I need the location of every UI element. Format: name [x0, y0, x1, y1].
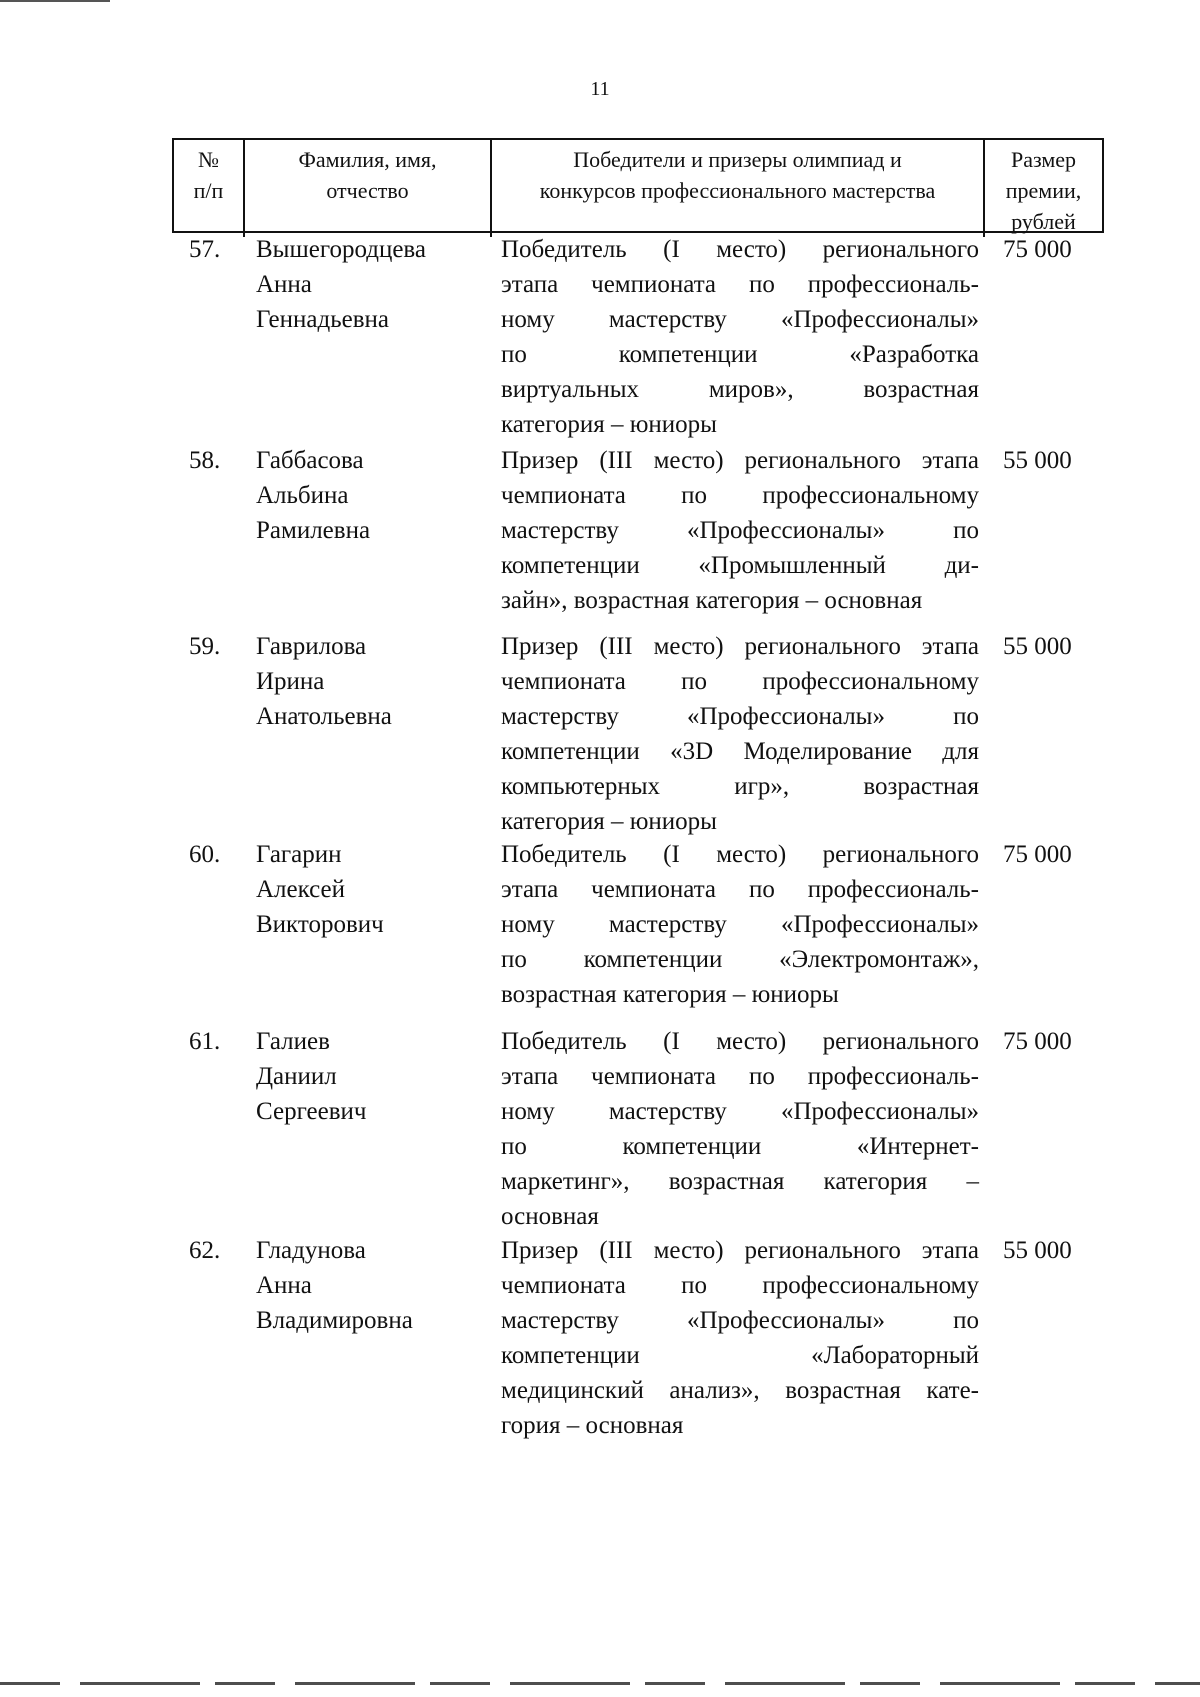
name-line: Владимировна — [256, 1307, 413, 1334]
description-line: маркетинг», возрастная категория – — [501, 1168, 979, 1195]
description-line: Призер (III место) регионального этапа — [501, 633, 979, 660]
header-prize-column — [985, 140, 1102, 237]
header-description-line: конкурсов профессионального мастерства — [539, 178, 936, 203]
description-line: компетенции «Промышленный ди- — [501, 552, 979, 579]
description-line: чемпионата по профессиональному — [501, 1272, 979, 1299]
row-number: 60. — [189, 841, 221, 868]
person-name — [256, 629, 476, 734]
description-line: чемпионата по профессиональному — [501, 482, 979, 509]
name-line: Галиев — [256, 1028, 330, 1055]
description-line: Победитель (I место) регионального — [501, 236, 979, 263]
name-line: Анна — [256, 271, 312, 298]
prize-amount: 55 000 — [1003, 1237, 1072, 1264]
description-line: этапа чемпионата по профессиональ- — [501, 271, 979, 298]
description-line: категория – юниоры — [501, 411, 717, 438]
scan-bottom-edge — [0, 1682, 1200, 1685]
prize-amount: 75 000 — [1003, 1028, 1072, 1055]
description-line: медицинский анализ», возрастная кате- — [501, 1377, 979, 1404]
prize-amount: 75 000 — [1003, 841, 1072, 868]
description-line: по компетенции «Электромонтаж», — [501, 946, 979, 973]
description-line: Победитель (I место) регионального — [501, 1028, 979, 1055]
achievement-description — [501, 232, 979, 442]
description-line: мастерству «Профессионалы» по — [501, 517, 979, 544]
description-line: по компетенции «Разработка — [501, 341, 979, 368]
name-line: Сергеевич — [256, 1098, 367, 1125]
name-line: Алексей — [256, 876, 346, 903]
achievement-description — [501, 837, 979, 1012]
description-line: ному мастерству «Профессионалы» — [501, 1098, 979, 1125]
description-line: по компетенции «Интернет- — [501, 1133, 979, 1160]
person-name — [256, 232, 476, 337]
description-line: категория – юниоры — [501, 808, 717, 835]
name-line: Рамилевна — [256, 517, 371, 544]
page-number: 11 — [590, 78, 610, 100]
header-prize-line: премии, — [1005, 178, 1082, 203]
header-number-line: № — [198, 147, 219, 172]
header-name-line: отчество — [326, 178, 409, 203]
description-line: Призер (III место) регионального этапа — [501, 1237, 979, 1264]
header-description-line: Победители и призеры олимпиад и — [573, 147, 902, 172]
row-number: 61. — [189, 1028, 221, 1055]
header-name-column — [245, 140, 492, 237]
header-prize-line: Размер — [1010, 147, 1077, 172]
person-name — [256, 1024, 476, 1129]
header-number-line: п/п — [193, 178, 224, 203]
description-line: чемпионата по профессиональному — [501, 668, 979, 695]
description-line: компетенции «Лабораторный — [501, 1342, 979, 1369]
name-line: Даниил — [256, 1063, 337, 1090]
description-line: возрастная категория – юниоры — [501, 981, 839, 1008]
person-name — [256, 1233, 476, 1338]
prize-amount: 55 000 — [1003, 633, 1072, 660]
row-number: 59. — [189, 633, 221, 660]
description-line: компьютерных игр», возрастная — [501, 773, 979, 800]
header-prize-line: рублей — [1011, 209, 1076, 234]
description-line: гория – основная — [501, 1412, 684, 1439]
table-header — [172, 138, 1104, 233]
person-name — [256, 443, 476, 548]
person-name — [256, 837, 476, 942]
description-line: ному мастерству «Профессионалы» — [501, 306, 979, 333]
name-line: Альбина — [256, 482, 349, 509]
description-line: компетенции «3D Моделирование для — [501, 738, 979, 765]
description-line: мастерству «Профессионалы» по — [501, 703, 979, 730]
description-line: ному мастерству «Профессионалы» — [501, 911, 979, 938]
name-line: Геннадьевна — [256, 306, 389, 333]
description-line: мастерству «Профессионалы» по — [501, 1307, 979, 1334]
description-line: Победитель (I место) регионального — [501, 841, 979, 868]
name-line: Гаврилова — [256, 633, 367, 660]
achievement-description — [501, 629, 979, 839]
prize-amount: 75 000 — [1003, 236, 1072, 263]
scan-edge-mark — [0, 0, 110, 2]
name-line: Анатольевна — [256, 703, 392, 730]
row-number: 62. — [189, 1237, 221, 1264]
achievement-description — [501, 443, 979, 618]
name-line: Ирина — [256, 668, 325, 695]
name-line: Викторович — [256, 911, 384, 938]
prize-amount: 55 000 — [1003, 447, 1072, 474]
name-line: Габбасова — [256, 447, 364, 474]
row-number: 58. — [189, 447, 221, 474]
description-line: Призер (III место) регионального этапа — [501, 447, 979, 474]
name-line: Гагарин — [256, 841, 342, 868]
description-line: виртуальных миров», возрастная — [501, 376, 979, 403]
description-line: этапа чемпионата по профессиональ- — [501, 1063, 979, 1090]
header-number-column — [174, 140, 245, 237]
description-line: этапа чемпионата по профессиональ- — [501, 876, 979, 903]
name-line: Вышегородцева — [256, 236, 426, 263]
name-line: Анна — [256, 1272, 312, 1299]
description-line: основная — [501, 1203, 599, 1230]
description-line: зайн», возрастная категория – основная — [501, 587, 923, 614]
row-number: 57. — [189, 236, 221, 263]
achievement-description — [501, 1233, 979, 1443]
header-description-column — [492, 140, 985, 237]
header-name-line: Фамилия, имя, — [298, 147, 437, 172]
name-line: Гладунова — [256, 1237, 366, 1264]
achievement-description — [501, 1024, 979, 1234]
